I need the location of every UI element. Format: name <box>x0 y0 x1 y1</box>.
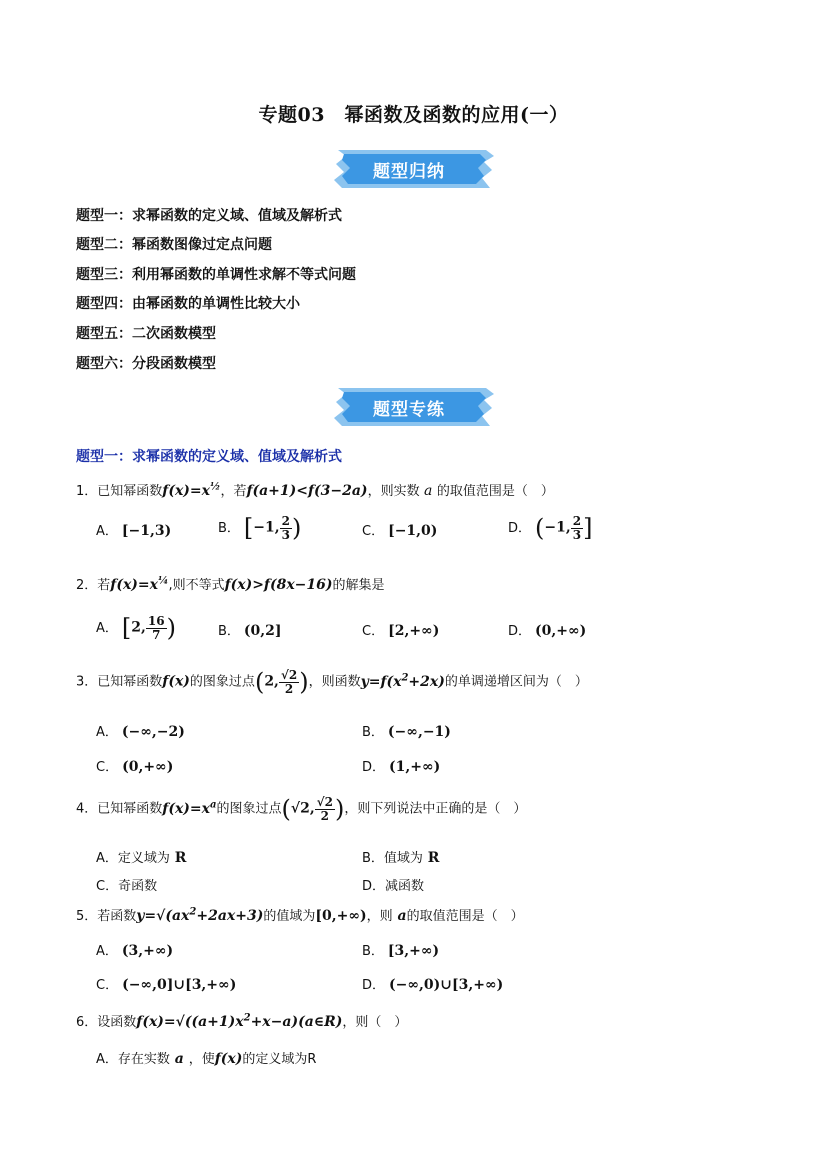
q5-option-d[interactable]: D． (−∞,0)∪[3,+∞) <box>362 977 504 993</box>
toc-item-2: 题型二：幂函数图像过定点问题 <box>76 237 272 253</box>
q4-option-d[interactable]: D．减函数 <box>362 879 425 894</box>
q5-option-b[interactable]: B． [3,+∞) <box>362 943 440 959</box>
toc-item-4: 题型四：由幂函数的单调性比较大小 <box>76 296 300 312</box>
question-2: 2．若$f(x)=x^{\frac{1}{4}}$,则不等式f(x)>f(8x−16)的解集是 <box>76 575 385 593</box>
q3-option-d[interactable]: D． (1,+∞) <box>362 759 441 775</box>
q4-option-c[interactable]: C．奇函数 <box>96 879 158 894</box>
q2-option-a[interactable]: A． [2, $\frac{16}{7}$ ) <box>96 613 176 642</box>
question-5: 5．若函数$y=√(ax^2+2ax+3)$的值域为[0,+∞)，则 a的取值范围是（ ） <box>76 906 524 924</box>
q1-option-a[interactable]: A． [−1,3) <box>96 523 172 539</box>
section-banner-summary <box>334 148 494 190</box>
toc-item-6: 题型六：分段函数模型 <box>76 356 216 372</box>
q2-option-c[interactable]: C． [2,+∞) <box>362 623 440 639</box>
banner-label: 题型归纳 <box>373 162 445 182</box>
q5-option-c[interactable]: C． (−∞,0]∪[3,+∞) <box>96 977 237 993</box>
q1-option-c[interactable]: C． [−1,0) <box>362 523 438 539</box>
q2-option-b[interactable]: B． (0,2] <box>218 623 282 639</box>
q3-option-c[interactable]: C． (0,+∞) <box>96 759 174 775</box>
q1-option-d[interactable]: D． (−1, $\frac{2}{3}$ ] <box>508 513 593 542</box>
toc-item-3: 题型三：利用幂函数的单调性求解不等式问题 <box>76 267 356 283</box>
q4-option-a[interactable]: A．定义域为 R <box>96 850 187 866</box>
q3-option-b[interactable]: B． (−∞,−1) <box>362 724 451 740</box>
q3-option-a[interactable]: A． (−∞,−2) <box>96 724 185 740</box>
q1-option-b[interactable]: B． [−1, $\frac{2}{3}$ ) <box>218 513 302 542</box>
section-banner-practice <box>334 386 494 428</box>
banner-label: 题型专练 <box>373 400 445 420</box>
page-title: 专题03 幂函数及函数的应用(一） <box>258 104 569 126</box>
question-6: 6．设函数$f(x)=√((a+1)x^2+x-a)(a\in R)$，则（ ） <box>76 1012 408 1030</box>
toc-item-1: 题型一：求幂函数的定义域、值域及解析式 <box>76 208 342 224</box>
question-1: 1．已知幂函数$f(x)=x^{\frac{1}{2}}$，若f(a+1)<f(3−2a)，则实数 a 的取值范围是（ ） <box>76 481 554 499</box>
question-3: 3．已知幂函数f(x)的图象过点(2, $\frac{√2}{2}$ )，则函数$y=f(x^2+2x)$的单调递增区间为（ ） <box>76 667 588 696</box>
q2-option-d[interactable]: D． (0,+∞) <box>508 623 587 639</box>
q6-option-a[interactable]: A．存在实数 a ，使f(x)的定义域为R <box>96 1051 317 1067</box>
question-4: 4．已知幂函数$f(x)=x^a$的图象过点(√2, $\frac{√2}{2}$ )，则下列说法中正确的是（ ） <box>76 794 527 823</box>
q5-option-a[interactable]: A． (3,+∞) <box>96 943 174 959</box>
toc-item-5: 题型五：二次函数模型 <box>76 326 216 342</box>
q4-option-b[interactable]: B．值域为 R <box>362 850 440 866</box>
section-heading-1: 题型一：求幂函数的定义域、值域及解析式 <box>76 449 342 465</box>
